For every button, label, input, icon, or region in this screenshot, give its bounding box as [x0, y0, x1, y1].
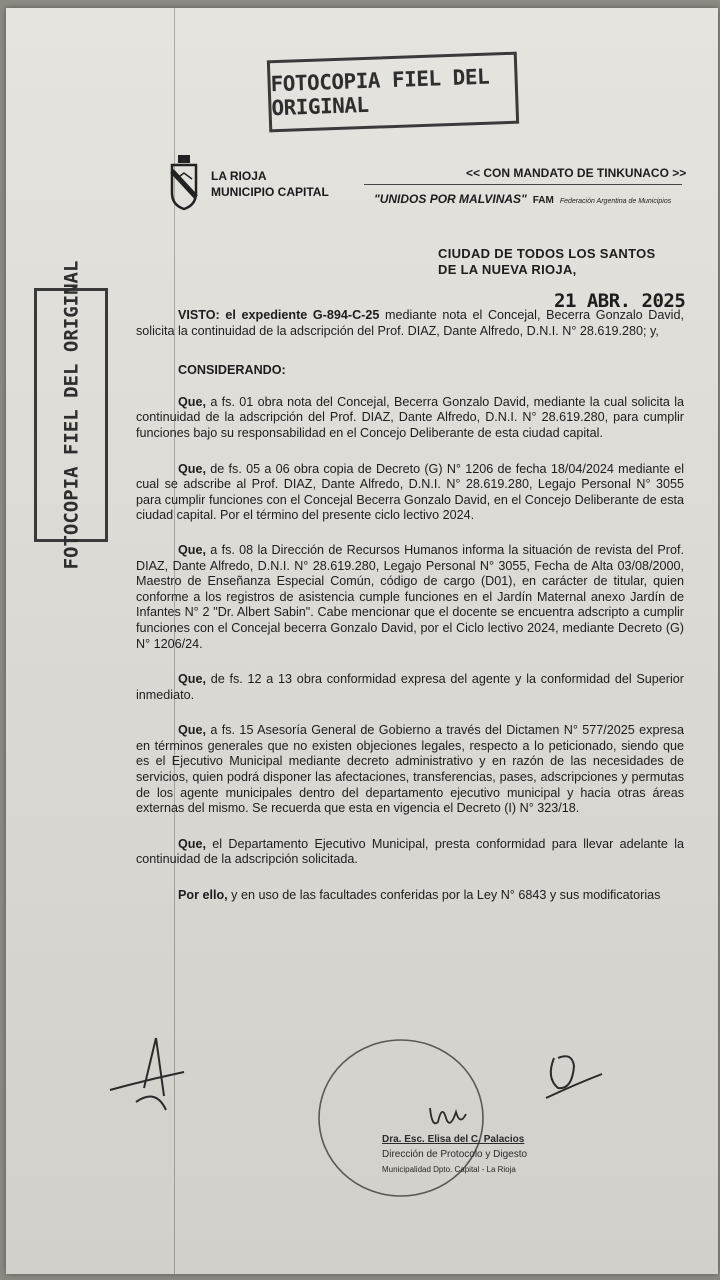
que-paragraph-1: [136, 395, 684, 442]
que-paragraph-5: [136, 723, 684, 817]
que-paragraph-4: [136, 672, 684, 703]
document-page: [6, 8, 718, 1274]
por-ello-label: Por ello,: [178, 888, 228, 903]
signature-block: [382, 1132, 527, 1177]
que-text-6: el Departamento Ejecutivo Municipal, presta conformidad para llevar adelante la continuidad de la adscripción solicitada.: [136, 836, 684, 867]
signatory-title: Dirección de Protocolo y Digesto: [382, 1149, 528, 1160]
que-text-5: a fs. 15 Asesoría General de Gobierno a través del Dictamen N° 577/2025 expresa en términos generales que no existen objeciones legales, respecto a lo peticionado, siendo que es el Ejecutivo Municipal mediante decreto administrativo y en razón de las necesidades de servicios, quien podrá disponer las afectaciones, transferencias, pases, adscripciones y permutas de los agente municipales dentro del departamento ejecutivo municipal y hacia otras áreas externas del mismo. Se recuerda que esta en vigencia el Decreto (I) N° 323/18.: [136, 723, 684, 816]
que-label-2: Que,: [178, 461, 206, 476]
por-ello-text: y en uso de las facultades conferidas por la Ley N° 6843 y sus modificatorias: [227, 888, 661, 903]
signatures: [6, 1018, 718, 1208]
que-paragraph-6: [136, 837, 684, 868]
city-heading: [438, 246, 656, 278]
que-label-1: Que,: [178, 394, 206, 409]
visto-label: VISTO:: [178, 308, 220, 322]
motto-row: [374, 192, 671, 206]
motto: "UNIDOS POR MALVINAS": [374, 192, 527, 206]
municipality-line-2: MUNICIPIO CAPITAL: [211, 185, 329, 199]
que-text-1: a fs. 01 obra nota del Concejal, Becerra Gonzalo David, mediante la cual solicita la continuidad de la adscripción del Prof. DIAZ, Dante Alfredo, D.N.I. N° 28.619.280, para cumplir funciones bajo su responsabilidad en el Concejo Deliberante de esta ciudad capital.: [136, 394, 684, 440]
certified-copy-stamp-top: [267, 52, 519, 133]
header-divider: [364, 184, 682, 185]
city-line-2: DE LA NUEVA RIOJA,: [438, 262, 577, 277]
que-label-5: Que,: [178, 723, 206, 738]
stamp-top-text: FOTOCOPIA FIEL DEL ORIGINAL: [270, 64, 490, 121]
por-ello-paragraph: [136, 888, 684, 904]
visto-expediente: G-894-C-25: [312, 308, 380, 322]
visto-paragraph: [136, 308, 684, 339]
stamp-side-text: FOTOCOPIA FIEL DEL ORIGINAL: [60, 260, 83, 570]
que-text-2: de fs. 05 a 06 obra copia de Decreto (G) N° 1206 de fecha 18/04/2024 mediante el cual se adscribe al Prof. DIAZ, Dante Alfredo, D.N.I. N° 28.619.280, Legajo Personal N° 3055 para cumplir funciones con el Concejal Becerra Gonzalo David, en el Concejo Deliberante de esta ciudad capital. Por el término del presente ciclo lectivo 2024.: [136, 461, 684, 523]
municipality-line-1: LA RIOJA: [211, 169, 267, 183]
visto-pre: el expediente: [219, 308, 313, 322]
considerando-heading: [136, 363, 684, 379]
que-text-4: de fs. 12 a 13 obra conformidad expresa del agente y la conformidad del Superior inmediato.: [136, 672, 684, 702]
que-paragraph-2: [136, 462, 684, 524]
municipal-shield-icon: [166, 153, 202, 211]
federation-name: Federación Argentina de Municipios: [559, 198, 672, 205]
signatory-office: Municipalidad Dpto. Capital - La Rioja: [382, 1165, 516, 1174]
que-label-4: Que,: [178, 672, 206, 687]
main-signature: [430, 1108, 466, 1123]
initial-signature-right: [546, 1056, 602, 1098]
que-label-6: Que,: [178, 836, 206, 851]
municipality-name: [211, 168, 329, 200]
considerando-label: CONSIDERANDO:: [178, 363, 286, 378]
signatory-name: Dra. Esc. Elisa del C. Palacios: [382, 1134, 525, 1145]
visto-text: mediante nota el Concejal, Becerra Gonzalo David, solicita la continuidad de la adscripción del Prof. DIAZ, Dante Alfredo, D.N.I. N° 28.619.280; y,: [136, 308, 684, 338]
fam-logo-text: FAM: [532, 195, 554, 206]
initial-signature-left: [110, 1038, 184, 1110]
city-line-1: CIUDAD DE TODOS LOS SANTOS: [438, 246, 656, 261]
que-label-3: Que,: [178, 542, 206, 557]
que-text-3: a fs. 08 la Dirección de Recursos Humanos informa la situación de revista del Prof. DIAZ, Dante Alfredo, D.N.I. N° 28.619.280, Legajo Personal N° 3055, Fecha de Alta 03/08/2000, Maestro de Enseñanza Especial Común, código de cargo (D01), en carácter de titular, quien conforme a los registros de asistencia cumple funciones en el Jardín Maternal anexo Jardín de Infantes N° 2 "Dr. Albert Sabin". Cabe mencionar que el docente se encuentra adscripto a cumplir funciones con el Concejal becerra Gonzalo David, por el Ciclo lectivo 2024, mediante Decreto (G) N° 1206/24.: [136, 542, 684, 651]
date-stamp: 21 ABR. 2025: [554, 290, 686, 312]
que-paragraph-3: [136, 543, 684, 652]
document-body: [136, 308, 684, 904]
certified-copy-stamp-side: [34, 260, 108, 570]
mandate-heading: << CON MANDATO DE TINKUNACO >>: [466, 166, 687, 180]
